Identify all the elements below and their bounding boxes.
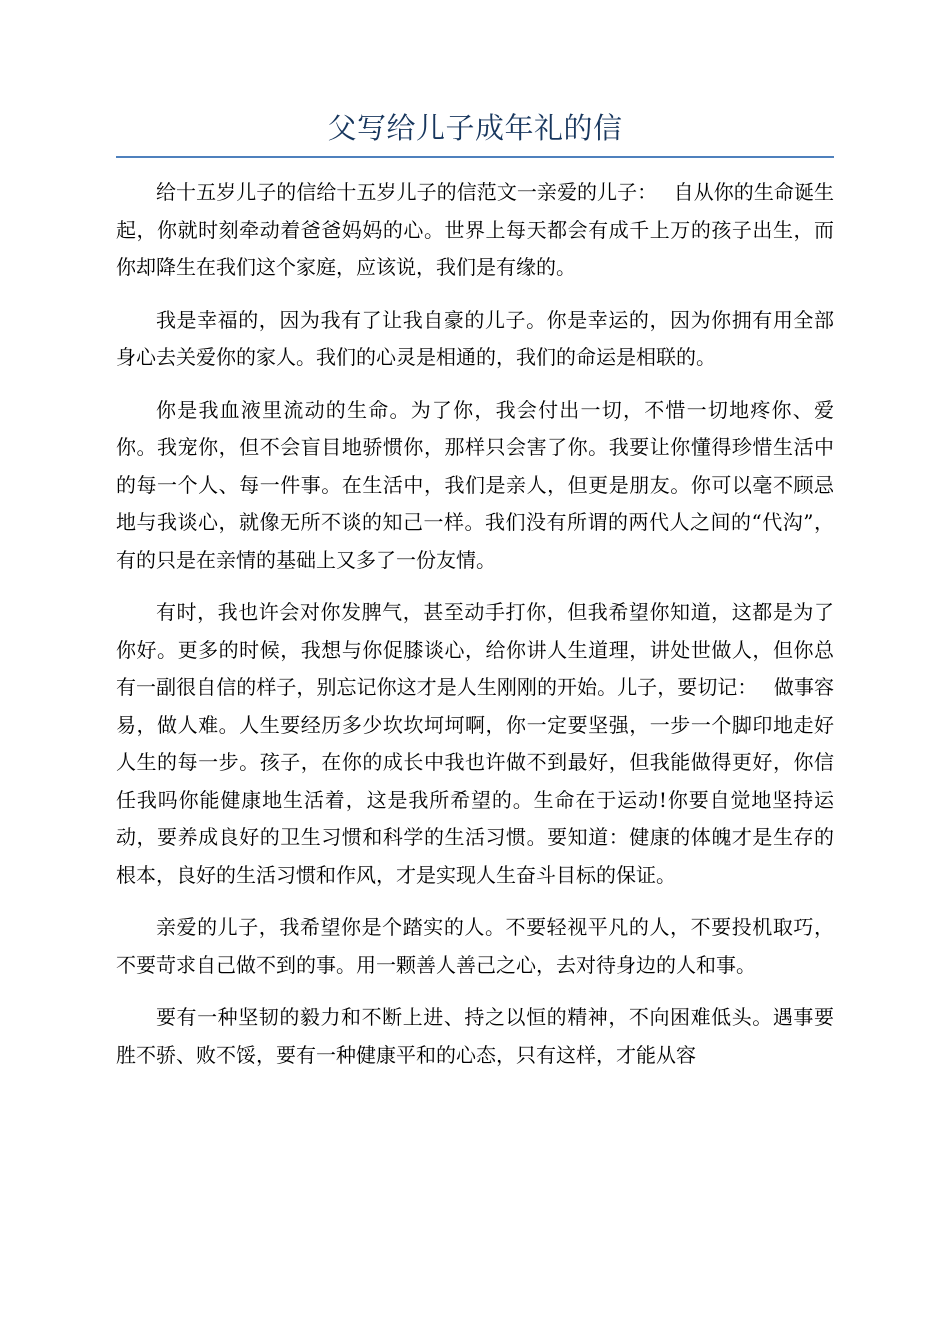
paragraph-3: 你是我血液里流动的生命。为了你，我会付出一切，不惜一切地疼你、爱你。我宠你，但不会盲目地骄惯你，那样只会害了你。我要让你懂得珍惜生活中的每一个人、每一件事。在生活中，我们是亲人，但更是朋友。你可以毫不顾忌地与我谈心，就像无所不谈的知己一样。我们没有所谓的两代人之间的“代沟”，有的只是在亲情的基础上又多了一份友情。 [116, 397, 834, 572]
paragraph-5: 亲爱的儿子，我希望你是个踏实的人。不要轻视平凡的人，不要投机取巧，不要苛求自己做不到的事。用一颗善人善己之心，去对待身边的人和事。 [116, 915, 834, 977]
title-section [116, 108, 834, 158]
document-title: 父写给儿子成年礼的信 [327, 111, 623, 145]
letter-body [116, 174, 834, 1234]
paragraph-4: 有时，我也许会对你发脾气，甚至动手打你，但我希望你知道，这都是为了你好。更多的时候，我想与你促膝谈心，给你讲人生道理，讲处世做人，但你总有一副很自信的样子，别忘记你这才是人生刚刚的开始。儿子，要切记： 做事容易，做人难。人生要经历多少坎坎坷坷啊，你一定要坚强，一步一个脚印地走好人生的每一步。孩子，在你的成长中我也许做不到最好，但我能做得更好，你信任我吗你能健康地生活着，这是我所希望的。生命在于运动!你要自觉地坚持运动，要养成良好的卫生习惯和科学的生活习惯。要知道：健康的体魄才是生存的根本，良好的生活习惯和作风，才是实现人生奋斗目标的保证。 [116, 600, 834, 887]
paragraph-1: 给十五岁儿子的信给十五岁儿子的信范文一亲爱的儿子： 自从你的生命诞生起，你就时刻牵动着爸爸妈妈的心。世界上每天都会有成千上万的孩子出生，而你却降生在我们这个家庭，应该说，我们是有缘的。 [116, 180, 834, 279]
paragraph-2: 我是幸福的，因为我有了让我自豪的儿子。你是幸运的，因为你拥有用全部身心去关爱你的家人。我们的心灵是相通的，我们的命运是相联的。 [116, 307, 834, 369]
paragraph-6: 要有一种坚韧的毅力和不断上进、持之以恒的精神，不向困难低头。遇事要胜不骄、败不馁，要有一种健康平和的心态，只有这样，才能从容 [116, 1005, 834, 1067]
